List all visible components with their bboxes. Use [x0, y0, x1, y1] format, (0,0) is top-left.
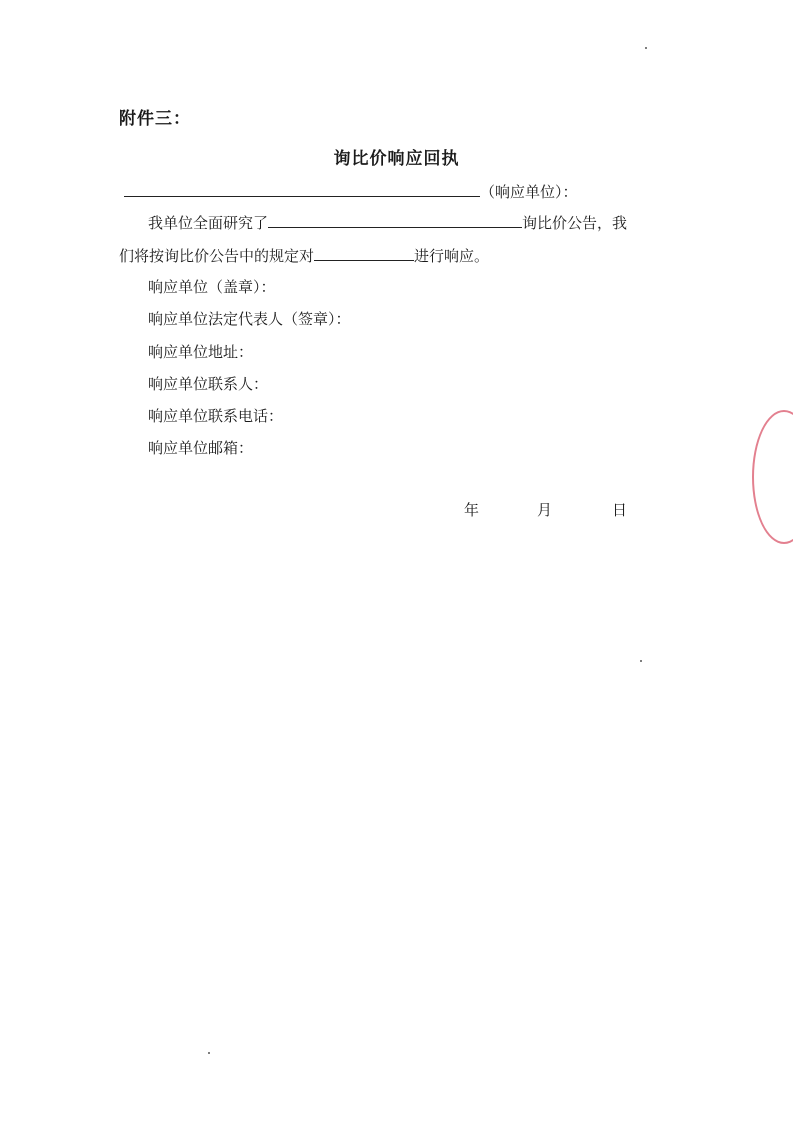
recipient-blank [124, 180, 480, 197]
scan-speck [640, 660, 642, 662]
project-name-blank [314, 244, 414, 261]
addressee-suffix: （响应单位）： [480, 183, 578, 201]
paragraph-line1-suffix: 询比价公告，我 [522, 214, 628, 232]
field-seal: 响应单位（盖章）： [148, 278, 276, 296]
field-phone: 响应单位联系电话： [148, 407, 284, 425]
paragraph-line2-prefix: 们将按询比价公告中的规定对 [119, 247, 315, 265]
attachment-label: 附件三： [119, 109, 191, 129]
field-email: 响应单位邮箱： [148, 439, 254, 457]
field-contact: 响应单位联系人： [148, 375, 269, 393]
red-seal-edge-icon [752, 410, 793, 544]
field-address: 响应单位地址： [148, 343, 254, 361]
date-day: 日 [612, 501, 628, 519]
paragraph-line-2 [119, 244, 489, 266]
date-month: 月 [537, 501, 553, 519]
date-year: 年 [464, 501, 480, 519]
document-title: 询比价响应回执 [333, 149, 460, 169]
field-legal-rep: 响应单位法定代表人（签章）： [148, 310, 351, 328]
addressee-line [124, 180, 578, 202]
paragraph-line2-suffix: 进行响应。 [414, 247, 490, 265]
scan-speck [208, 1052, 210, 1054]
notice-name-blank [268, 211, 522, 228]
paragraph-line1-prefix: 我单位全面研究了 [148, 214, 269, 232]
scan-speck [645, 47, 647, 49]
paragraph-line-1 [148, 211, 627, 233]
